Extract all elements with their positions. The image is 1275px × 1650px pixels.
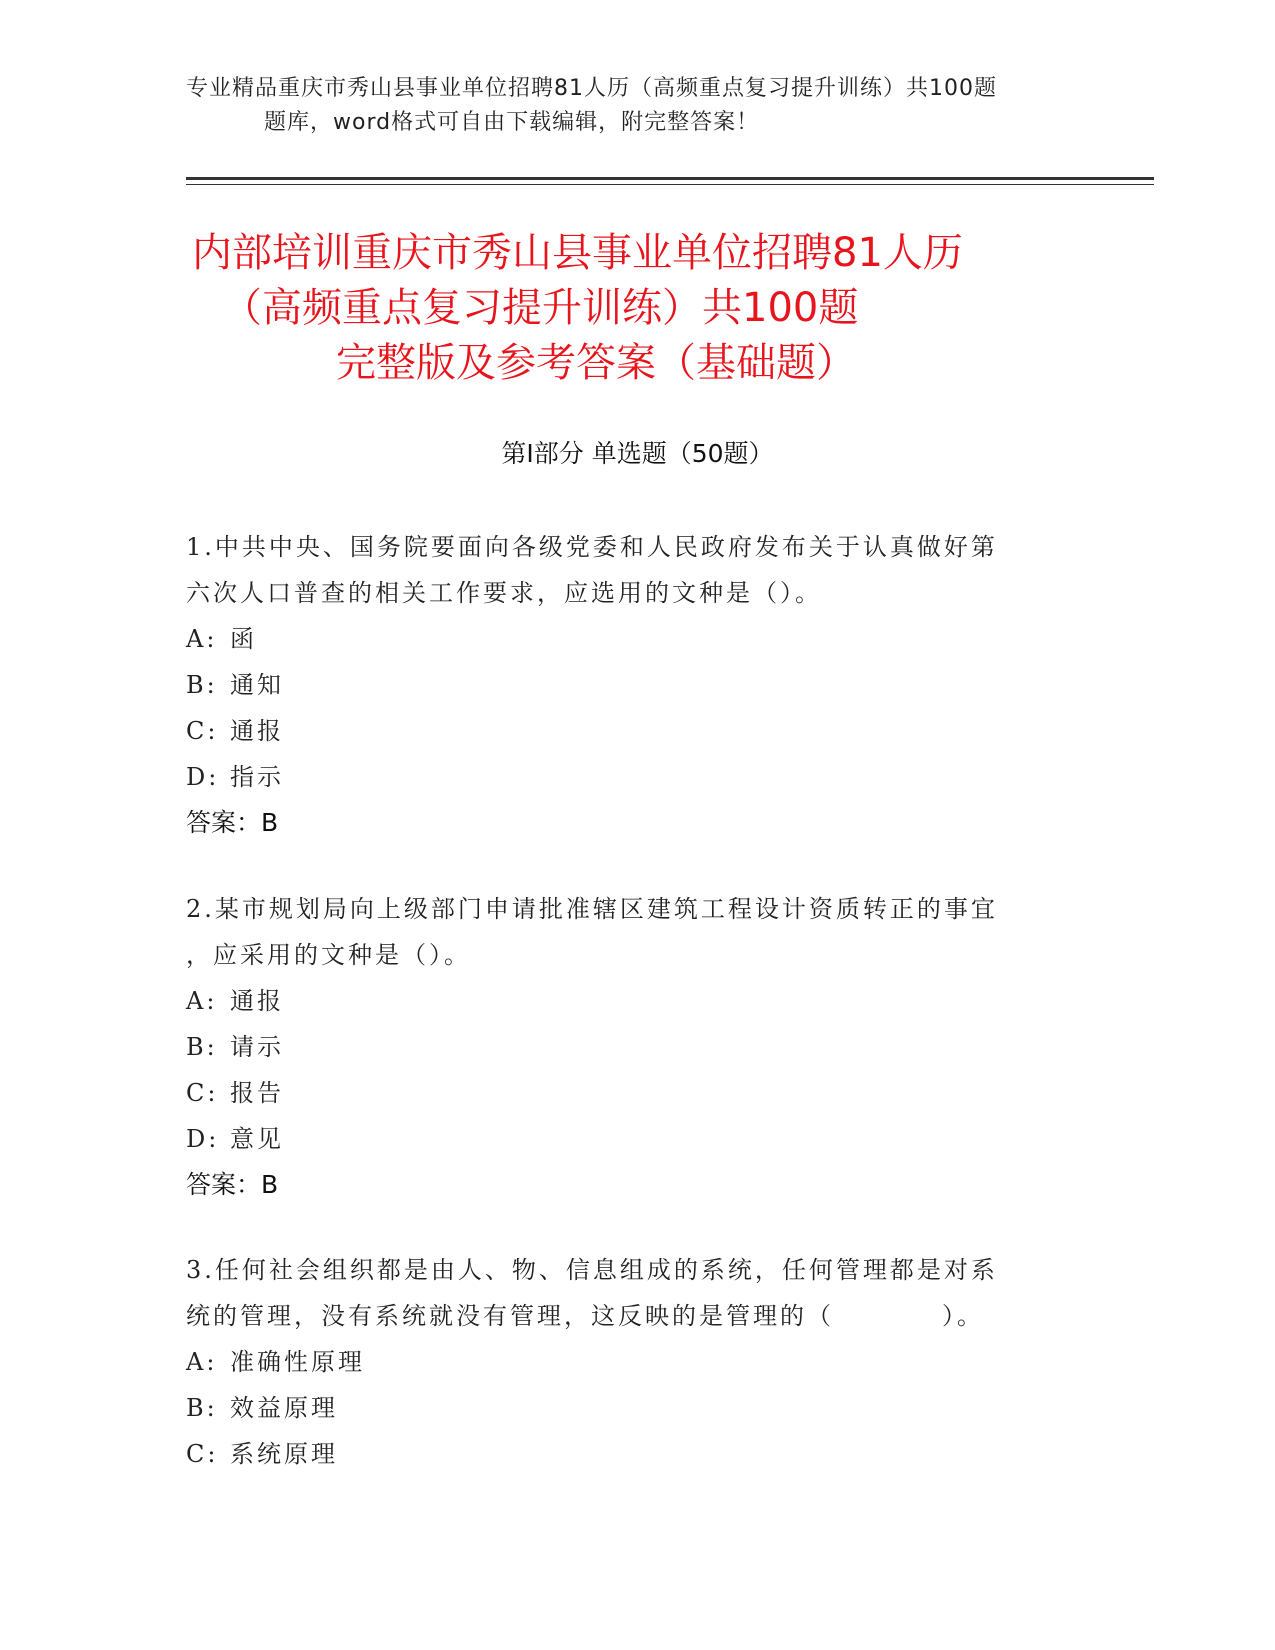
option-text: 准确性原理 — [230, 1348, 365, 1376]
header-divider-thin — [186, 184, 1154, 185]
option-text: 通知 — [230, 671, 284, 699]
header-note-line-1: 专业精品重庆市秀山县事业单位招聘81人历（高频重点复习提升训练）共100题 — [186, 76, 997, 101]
question-stem-line: ，应采用的文种是（）。 — [186, 941, 471, 969]
option-a — [186, 616, 1066, 662]
question-stem-line: 1.中共中央、国务院要面向各级党委和人民政府发布关于认真做好第 — [186, 533, 998, 561]
question-stem — [186, 1247, 1066, 1339]
option-key: A: — [186, 625, 218, 653]
option-b — [186, 662, 1066, 708]
question-stem — [186, 524, 1066, 616]
section-title: 第Ⅰ部分 单选题（50题） — [501, 439, 774, 468]
option-a — [186, 1339, 1066, 1385]
option-key: C: — [186, 1440, 219, 1468]
option-key: B: — [186, 1033, 218, 1061]
question-3 — [186, 1247, 1066, 1477]
option-text: 报告 — [230, 1079, 284, 1107]
question-stem-line: 3.任何社会组织都是由人、物、信息组成的系统，任何管理都是对系 — [186, 1256, 998, 1284]
option-a — [186, 978, 1066, 1024]
option-key: D: — [186, 1125, 220, 1153]
option-text: 效益原理 — [230, 1394, 338, 1422]
header-note — [186, 72, 1066, 140]
option-text: 请示 — [230, 1033, 284, 1061]
option-d — [186, 754, 1066, 800]
question-stem-line: 六次人口普查的相关工作要求，应选用的文种是（）。 — [186, 579, 822, 607]
answer-text: 答案：B — [186, 1170, 279, 1199]
option-text: 函 — [230, 625, 257, 653]
option-b — [186, 1024, 1066, 1070]
option-c — [186, 708, 1066, 754]
option-key: D: — [186, 763, 220, 791]
option-text: 指示 — [230, 763, 284, 791]
option-c — [186, 1070, 1066, 1116]
header-note-line-2: 题库，word格式可自由下载编辑，附完整答案！ — [264, 110, 760, 135]
document-title-line-1: 内部培训重庆市秀山县事业单位招聘81人历 — [192, 230, 963, 276]
question-2 — [186, 886, 1066, 1208]
option-key: B: — [186, 1394, 218, 1422]
option-key: B: — [186, 671, 218, 699]
question-stem — [186, 886, 1066, 978]
document-title — [186, 226, 1086, 391]
option-key: A: — [186, 1348, 218, 1376]
document-title-line-3: 完整版及参考答案（基础题） — [336, 340, 856, 386]
option-text: 通报 — [230, 987, 284, 1015]
option-c — [186, 1431, 1066, 1477]
option-key: C: — [186, 1079, 219, 1107]
answer-text: 答案：B — [186, 808, 279, 837]
question-1 — [186, 524, 1066, 846]
option-d — [186, 1116, 1066, 1162]
document-title-line-2: （高频重点复习提升训练）共100题 — [222, 285, 859, 331]
option-key: A: — [186, 987, 218, 1015]
option-key: C: — [186, 717, 219, 745]
option-text: 系统原理 — [230, 1440, 338, 1468]
question-stem-line: 统的管理，没有系统就没有管理，这反映的是管理的（ ）。 — [186, 1302, 984, 1330]
option-b — [186, 1385, 1066, 1431]
header-divider-thick — [186, 177, 1154, 180]
option-text: 意见 — [230, 1125, 284, 1153]
question-stem-line: 2.某市规划局向上级部门申请批准辖区建筑工程设计资质转正的事宜 — [186, 895, 998, 923]
option-text: 通报 — [230, 717, 284, 745]
